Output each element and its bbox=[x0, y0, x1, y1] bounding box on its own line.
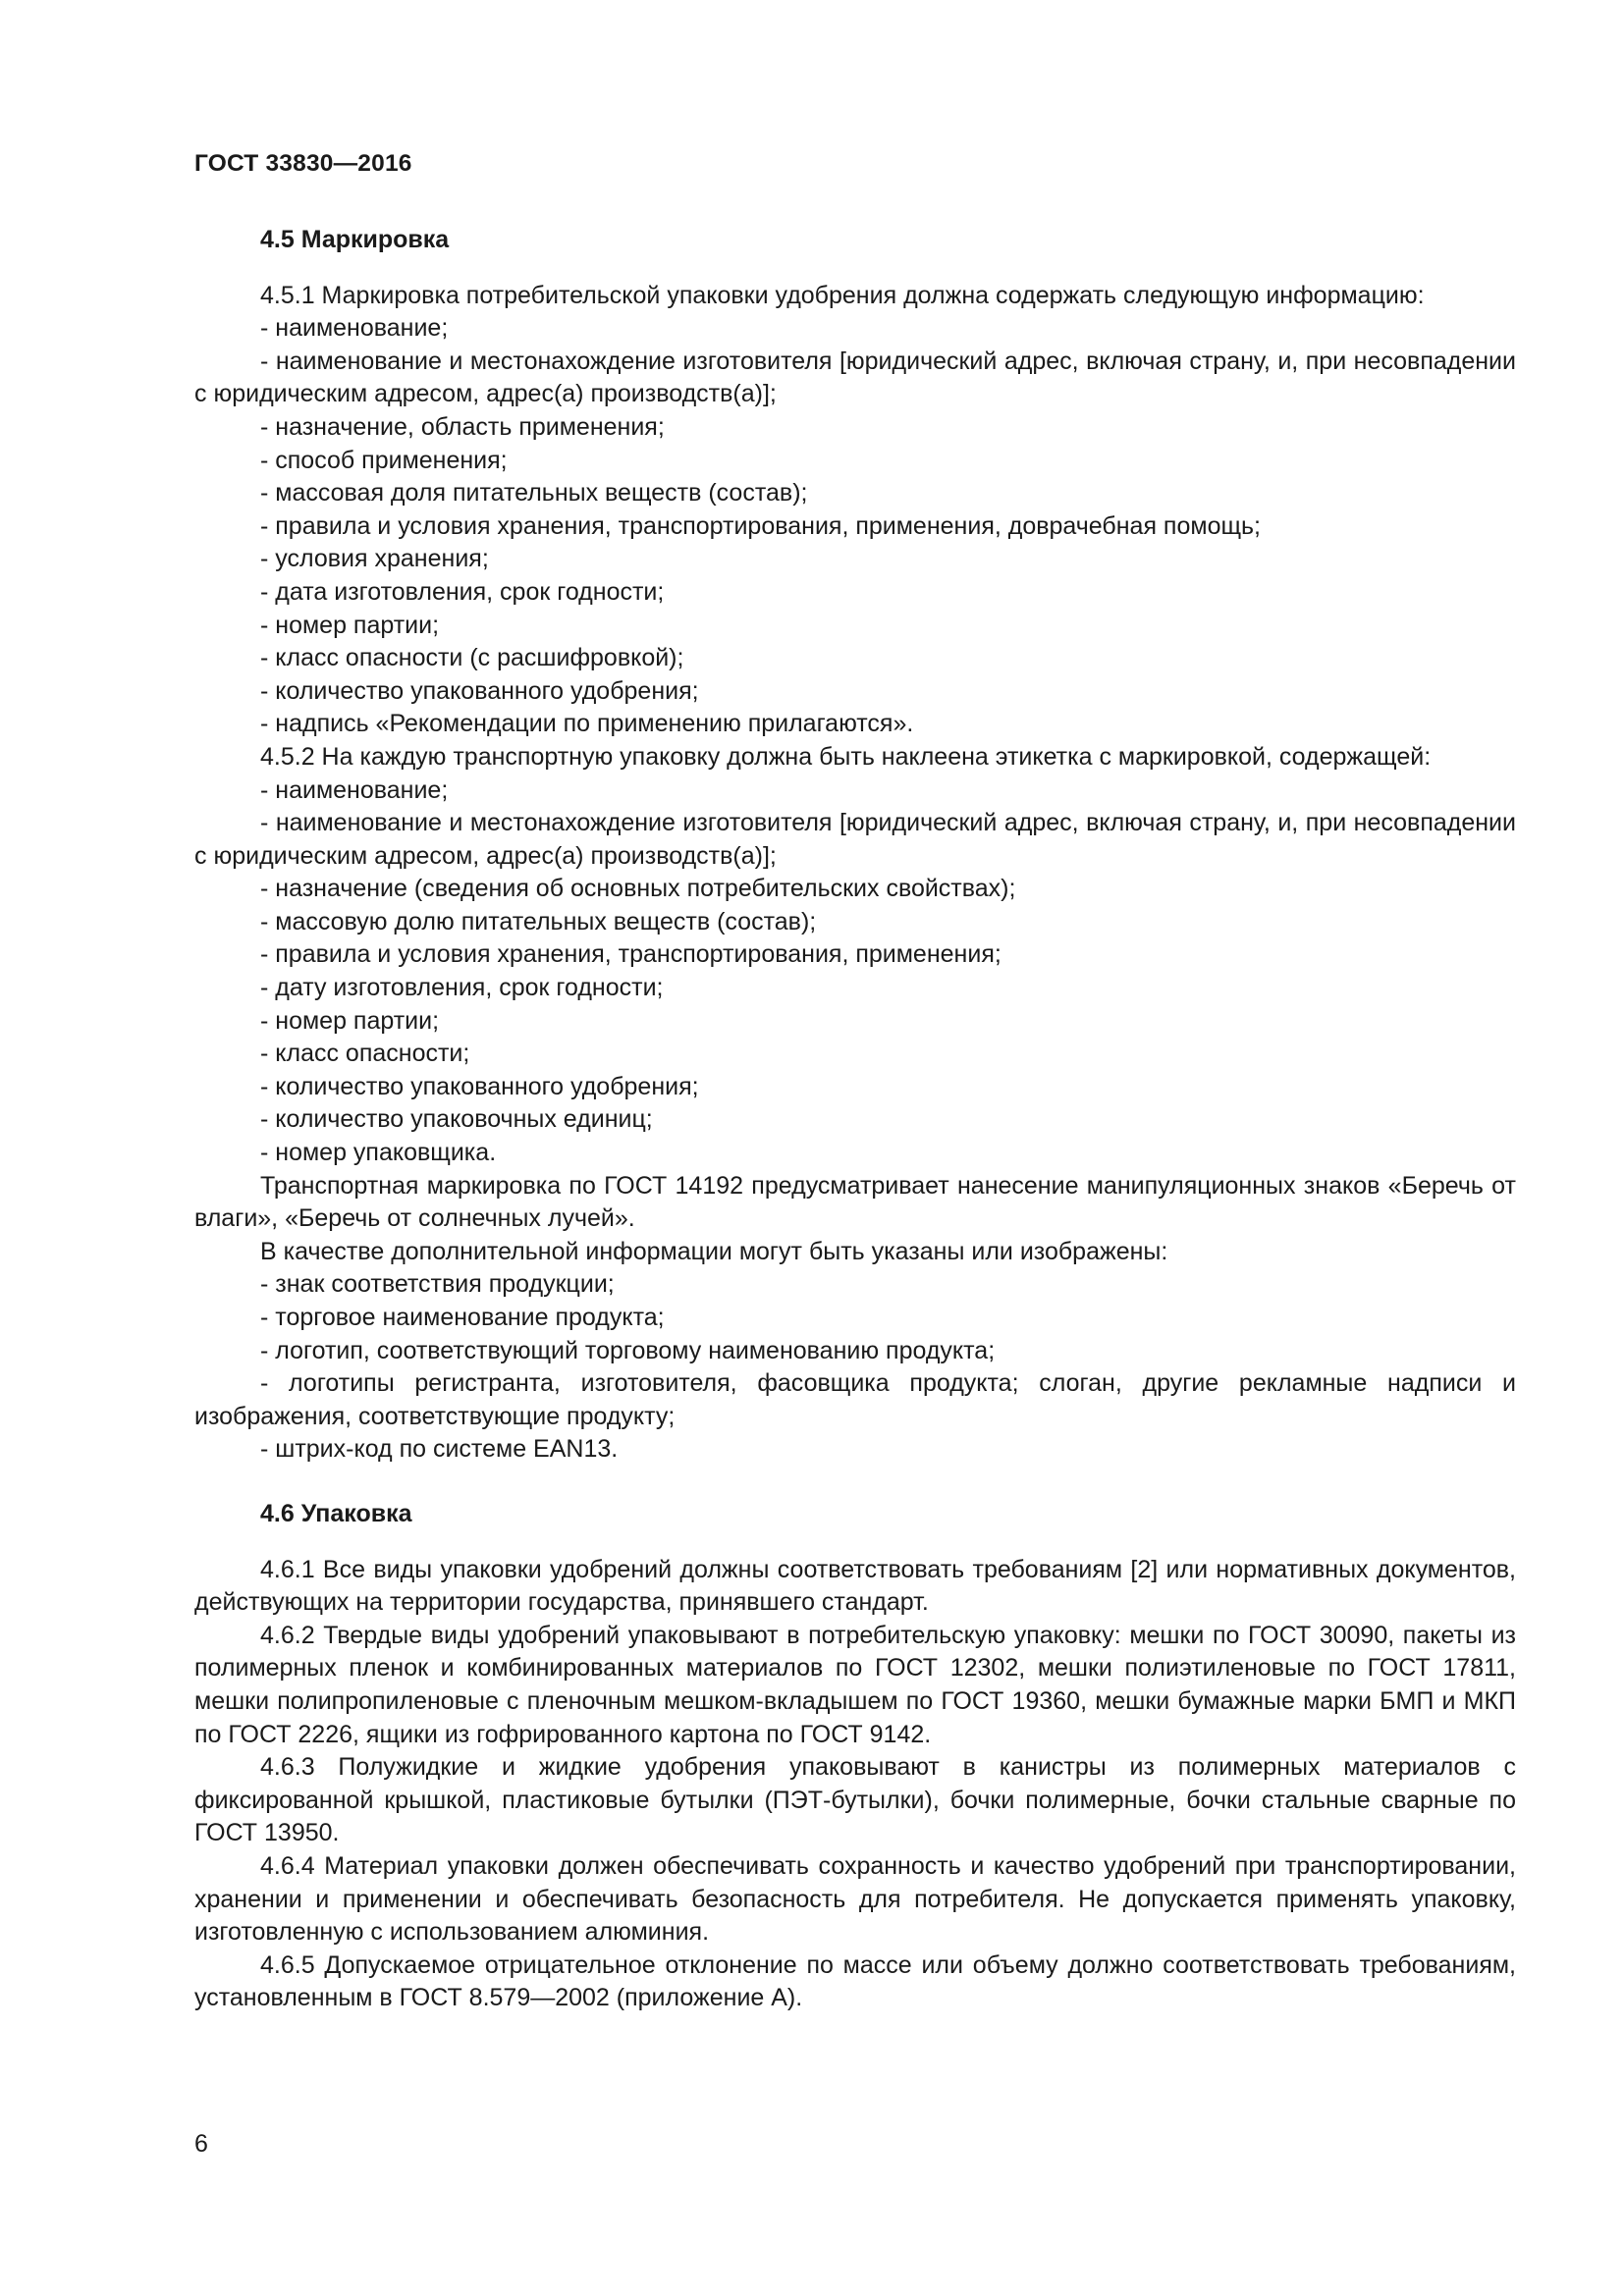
list-item: - массовая доля питательных веществ (состав); bbox=[260, 479, 808, 507]
list-item: - номер партии; bbox=[260, 611, 440, 639]
list-item: - правила и условия хранения, транспортирования, применения; bbox=[260, 940, 1001, 969]
list-item: - массовую долю питательных веществ (состав); bbox=[260, 907, 817, 935]
paragraph-4-6-5: 4.6.5 Допускаемое отрицательное отклонение по массе или объему должно соответствовать требованиям, установленным в ГОСТ 8.579—2002 (приложение А). bbox=[194, 1950, 1516, 2012]
paragraph-4-6-3: 4.6.3 Полужидкие и жидкие удобрения упаковывают в канистры из полимерных материалов с фиксированной крышкой, пластиковые бутылки (ПЭТ-бутылки), бочки полимерные, бочки стальные сварные по ГОСТ 13950. bbox=[194, 1753, 1516, 1847]
list-item: - наименование; bbox=[260, 314, 449, 343]
page-number: 6 bbox=[194, 2130, 208, 2158]
page-body bbox=[194, 224, 1516, 2015]
list-item: - назначение (сведения об основных потребительских свойствах); bbox=[260, 875, 1016, 903]
list-item: - знак соответствия продукции; bbox=[260, 1270, 615, 1299]
list-item: - правила и условия хранения, транспортирования, применения, доврачебная помощь; bbox=[260, 511, 1262, 540]
list-item: - дата изготовления, срок годности; bbox=[260, 577, 665, 606]
list-item: - торговое наименование продукта; bbox=[260, 1304, 665, 1331]
paragraph-additional-info: В качестве дополнительной информации могут быть указаны или изображены: bbox=[260, 1237, 1168, 1265]
list-item: - количество упакованного удобрения; bbox=[260, 676, 699, 705]
document-code: ГОСТ 33830—2016 bbox=[194, 150, 412, 177]
paragraph-4-5-2: 4.5.2 На каждую транспортную упаковку должна быть наклеена этикетка с маркировкой, содержащей: bbox=[260, 742, 1432, 771]
list-item: - наименование; bbox=[260, 775, 449, 804]
paragraph-4-6-4: 4.6.4 Материал упаковки должен обеспечивать сохранность и качество удобрений при транспортировании, хранении и применении и обеспечивать безопасность для потребителя. Не допускается применять упаковку, изготовленную с использованием алюминия. bbox=[194, 1851, 1516, 1947]
paragraph-4-5-1: 4.5.1 Маркировка потребительской упаковки удобрения должна содержать следующую информацию: bbox=[260, 281, 1425, 309]
list-item: - способ применения; bbox=[260, 446, 508, 474]
section-heading-4-6: 4.6 Упаковка bbox=[260, 1499, 412, 1527]
list-item: - дату изготовления, срок годности; bbox=[260, 974, 664, 1002]
list-item: - штрих-код по системе EAN13. bbox=[260, 1435, 619, 1464]
list-item: - надпись «Рекомендации по применению прилагаются». bbox=[260, 710, 914, 738]
list-item: - назначение, область применения; bbox=[260, 412, 665, 441]
paragraph-4-6-2: 4.6.2 Твердые виды удобрений упаковывают в потребительскую упаковку: мешки по ГОСТ 30090, пакеты из полимерных пленок и комбинированных материалов по ГОСТ 12302, мешки полиэтиленовые по ГОСТ 17811, мешки полипропиленовые с пленочным мешком-вкладышем по ГОСТ 19360, мешки бумажные марки БМП и МКП по ГОСТ 2226, ящики из гофрированного картона по ГОСТ 9142. bbox=[194, 1621, 1516, 1748]
paragraph-transport-marking: Транспортная маркировка по ГОСТ 14192 предусматривает нанесение манипуляционных знаков «Беречь от влаги», «Беречь от солнечных лучей». bbox=[194, 1171, 1516, 1233]
list-item: - логотип, соответствующий торговому наименованию продукта; bbox=[260, 1336, 996, 1364]
section-heading-4-5: 4.5 Маркировка bbox=[260, 226, 450, 253]
list-item: - наименование и местонахождение изготовителя [юридический адрес, включая страну, и, при несовпадении с юридическим адресом, адрес(а) производств(а)]; bbox=[194, 809, 1516, 870]
list-item: - класс опасности (с расшифровкой); bbox=[260, 644, 684, 672]
list-item: - класс опасности; bbox=[260, 1040, 470, 1068]
list-item: - номер упаковщика. bbox=[260, 1139, 497, 1167]
list-item: - номер партии; bbox=[260, 1006, 440, 1035]
list-item: - логотипы регистранта, изготовителя, фасовщика продукта; слоган, другие рекламные надписи и изображения, соответствующие продукту; bbox=[194, 1369, 1516, 1430]
list-item: - количество упаковочных единиц; bbox=[260, 1105, 653, 1134]
list-item: - условия хранения; bbox=[260, 545, 489, 573]
list-item: - наименование и местонахождение изготовителя [юридический адрес, включая страну, и, при несовпадении с юридическим адресом, адрес(а) производств(а)]; bbox=[194, 347, 1516, 408]
list-item: - количество упакованного удобрения; bbox=[260, 1072, 699, 1100]
paragraph-4-6-1: 4.6.1 Все виды упаковки удобрений должны соответствовать требованиям [2] или нормативных документов, действующих на территории государства, принявшего стандарт. bbox=[194, 1555, 1516, 1617]
